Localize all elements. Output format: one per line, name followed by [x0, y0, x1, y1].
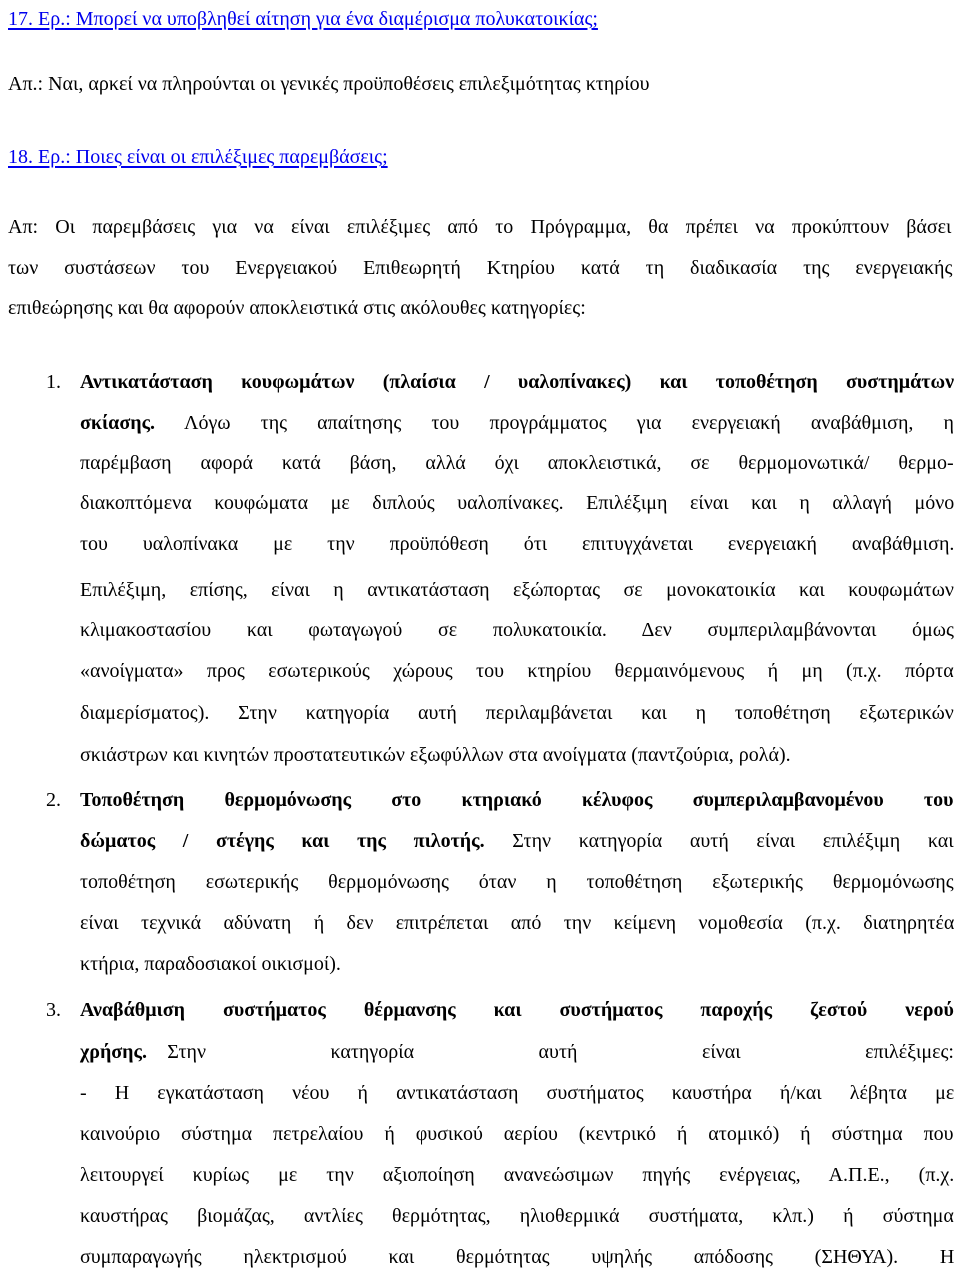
item-title: Αντικατάσταση κουφωμάτων (πλαίσια / υαλοπίνακες) και τοποθέτηση συστημάτων — [80, 371, 955, 393]
item-title: χρήσης. — [80, 1041, 147, 1063]
item-text-line: κτήρια, παραδοσιακοί οικισμοί). — [80, 953, 341, 975]
item-number: 3. — [46, 999, 61, 1021]
item-text-line: του υαλοπίνακα με την προϋπόθεση ότι επιτυγχάνεται ενεργειακή αναβάθμιση. — [80, 533, 955, 555]
question-17: 17. Ερ.: Μπορεί να υποβληθεί αίτηση για ένα διαμέρισμα πολυκατοικίας; — [8, 8, 598, 30]
item-text-line: διακοπτόμενα κουφώματα με διπλούς υαλοπίνακες. Επιλέξιμη είναι και η αλλαγή μόνο — [80, 492, 955, 514]
item-title: δώματος / στέγης και της πιλοτής. — [80, 830, 485, 852]
item-text-line: τοποθέτηση εσωτερικής θερμομόνωσης όταν η τοποθέτηση εξωτερικής θερμομόνωσης — [80, 871, 954, 893]
item-text-line: δώματος / στέγης και της πιλοτής. Στην κατηγορία αυτή είναι επιλέξιμη και — [80, 830, 954, 852]
answer-18-line: επιθεώρησης και θα αφορούν αποκλειστικά στις ακόλουθες κατηγορίες: — [8, 297, 586, 319]
item-text-line: σκίασης. Λόγω της απαίτησης του προγράμματος για ενεργειακή αναβάθμιση, η — [80, 412, 954, 434]
item-text-line: παρέμβαση αφορά κατά βάση, αλλά όχι αποκλειστικά, σε θερμομονωτικά/ θερμο- — [80, 452, 954, 474]
item-text-line: καυστήρας βιομάζας, αντλίες θερμότητας, ηλιοθερμικά συστήματα, κλπ.) ή σύστημα — [80, 1205, 954, 1227]
item-text-line: σκιάστρων και κινητών προστατευτικών εξωφύλλων στα ανοίγματα (παντζούρια, ρολά). — [80, 744, 791, 766]
item-title: σκίασης. — [80, 412, 156, 434]
item-text-line: λειτουργεί κυρίως με την αξιοποίηση ανανεώσιμων πηγής ενέργειας, Α.Π.Ε., (π.χ. — [80, 1164, 955, 1186]
item-text-line: «ανοίγματα» προς εσωτερικούς χώρους του κτηρίου θερμαινόμενους ή μη (π.χ. πόρτα — [80, 660, 954, 682]
item-text-line: χρήσης. Στην κατηγορία αυτή είναι επιλέξιμες: — [80, 1041, 954, 1063]
item-text-line: Επιλέξιμη, επίσης, είναι η αντικατάσταση εξώπορτας σε μονοκατοικία και κουφωμάτων — [80, 579, 954, 601]
answer-18-line: Απ: Οι παρεμβάσεις για να είναι επιλέξιμες από το Πρόγραμμα, θα πρέπει να προκύπτουν βάσει — [8, 216, 952, 238]
item-title: Αναβάθμιση συστήματος θέρμανσης και συστήματος παροχής ζεστού νερού — [80, 999, 954, 1021]
question-18: 18. Ερ.: Ποιες είναι οι επιλέξιμες παρεμβάσεις; — [8, 146, 388, 168]
item-number: 1. — [46, 371, 61, 393]
item-text-line: κλιμακοστασίου και φωταγωγού σε πολυκατοικία. Δεν συμπεριλαμβάνονται όμως — [80, 619, 954, 641]
item-text-line: συμπαραγωγής ηλεκτρισμού και θερμότητας υψηλής απόδοσης (ΣΗΘΥΑ). Η — [80, 1246, 955, 1268]
item-number: 2. — [46, 789, 61, 811]
answer-18-line: των συστάσεων του Ενεργειακού Επιθεωρητή Κτηρίου κατά τη διαδικασία της ενεργειακής — [8, 257, 953, 279]
item-text-line: καινούριο σύστημα πετρελαίου ή φυσικού αερίου (κεντρικό ή ατομικό) ή σύστημα που — [80, 1123, 954, 1145]
answer-17: Απ.: Ναι, αρκεί να πληρούνται οι γενικές προϋποθέσεις επιλεξιμότητας κτηρίου — [8, 73, 650, 95]
item-title: Τοποθέτηση θερμομόνωσης στο κτηριακό κέλυφος συμπεριλαμβανομένου του — [80, 789, 954, 811]
item-text-line: διαμερίσματος). Στην κατηγορία αυτή περιλαμβάνεται και η τοποθέτηση εξωτερικών — [80, 702, 954, 724]
item-text-line: είναι τεχνικά αδύνατη ή δεν επιτρέπεται από την κείμενη νομοθεσία (π.χ. διατηρητέα — [80, 912, 955, 934]
item-text-line: - Η εγκατάσταση νέου ή αντικατάσταση συστήματος καυστήρα ή/και λέβητα με — [80, 1082, 955, 1104]
